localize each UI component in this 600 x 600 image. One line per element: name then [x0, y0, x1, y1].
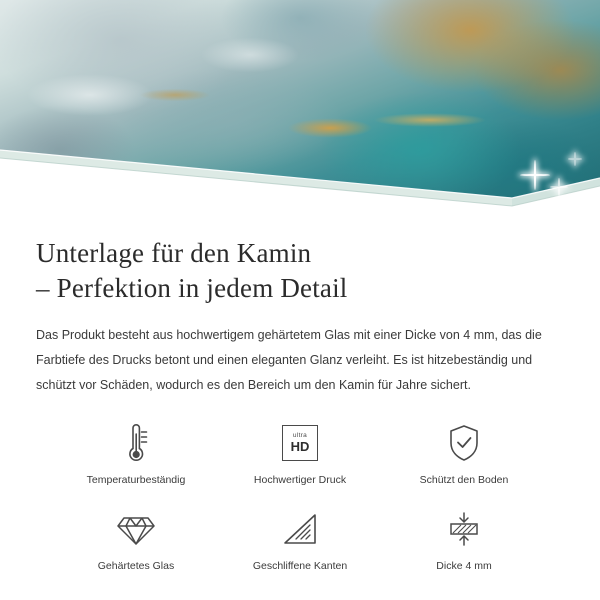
feature-item: [54, 420, 218, 488]
feature-item: [218, 506, 382, 574]
feature-label: Geschliffene Kanten: [252, 559, 348, 572]
ultra-hd-badge-top: ultra: [292, 431, 308, 439]
polished-edge-icon: [274, 506, 326, 552]
ultra-hd-icon: [274, 420, 326, 466]
feature-item: [382, 420, 546, 488]
marbled-glass-panel-photo: [0, 0, 600, 200]
content-block: [0, 218, 600, 573]
headline-line-2: – Perfektion in jedem Detail: [36, 272, 348, 303]
feature-label: Hochwertiger Druck: [253, 474, 347, 487]
feature-label: Schützt den Boden: [419, 474, 509, 487]
feature-item: [54, 506, 218, 574]
feature-label: Temperaturbeständig: [86, 474, 186, 487]
headline-line-1: Unterlage für den Kamin: [36, 238, 312, 268]
ultra-hd-badge-bottom: HD: [290, 439, 310, 455]
diamond-icon: [110, 506, 162, 552]
description-paragraph: Das Produkt besteht aus hochwertigem gehärtetem Glas mit einer Dicke von 4 mm, das die Farbtiefe des Drucks betont und einen eleganten Glanz verleiht. Es ist hitzebeständig und schützt vor Schäden, wodurch es den Bereich um den Kamin für Jahre sichert.: [36, 328, 542, 393]
feature-label: Dicke 4 mm: [436, 559, 492, 572]
feature-item: [218, 420, 382, 488]
shield-check-icon: [438, 420, 490, 466]
feature-item: [382, 506, 546, 574]
feature-label: Gehärtetes Glas: [97, 559, 175, 572]
hero-image: [0, 0, 600, 218]
thermometer-icon: [110, 420, 162, 466]
page-title: [36, 236, 564, 305]
thickness-arrows-icon: [438, 506, 490, 552]
feature-grid: [36, 420, 564, 573]
